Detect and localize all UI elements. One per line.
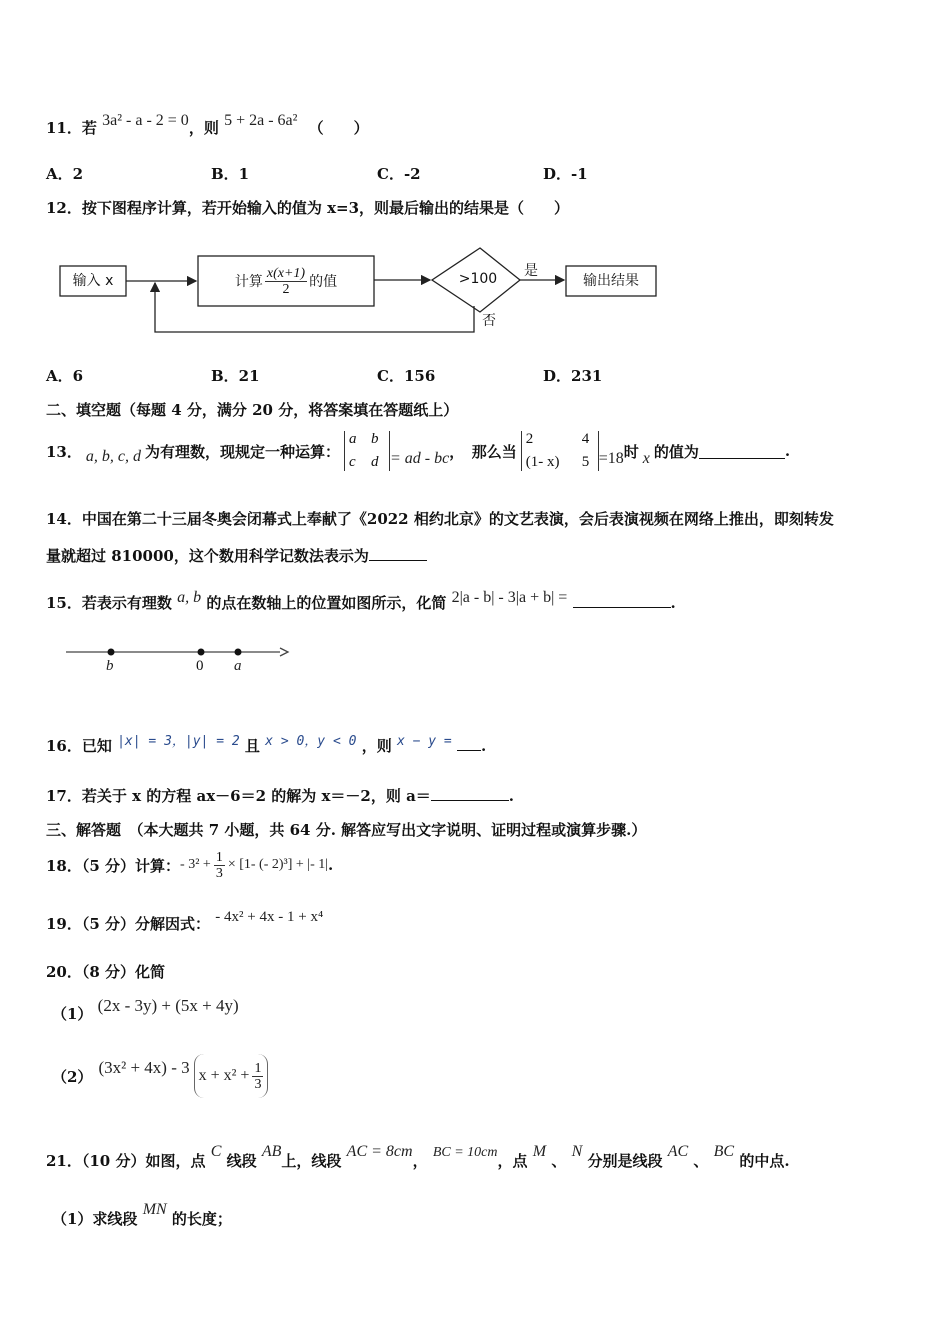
q12-text: 12．按下图程序计算，若开始输入的值为 x=3，则最后输出的结果是（ ） — [46, 199, 570, 217]
q16-lead: 16．已知 — [46, 737, 112, 755]
q17-text: 17．若关于 x 的方程 ax－6＝2 的解为 x＝－2，则 a＝ — [46, 787, 431, 805]
flow-output-label: 输出结果 — [583, 273, 639, 289]
q11-mid: ，则 — [188, 119, 219, 137]
q13-determinant-1 — [344, 431, 390, 471]
q21-segment-bc: BC — [713, 1143, 735, 1160]
q13-line — [46, 423, 790, 479]
q16-and: 且 — [244, 737, 260, 755]
q18-expression-post: × [1- (- 2)³] + |- 1| — [227, 857, 329, 872]
flow-calc-fraction — [265, 266, 307, 297]
q15-lead: 15．若表示有理数 — [46, 594, 172, 612]
label-a: a — [234, 658, 242, 674]
q18-fraction — [214, 850, 225, 881]
q20-frac-den: 3 — [254, 1076, 262, 1092]
q20-part-2-expression: (3x² + 4x) - 3 — [98, 1058, 190, 1077]
q12-option-c: C．156 — [377, 367, 436, 385]
section-3-header: 三、解答题 （本大题共 7 小题，共 64 分. 解答应写出文字说明、证明过程或演算步骤.） — [46, 821, 647, 839]
q20-part-1-label: （1） — [52, 1005, 93, 1023]
label-zero: 0 — [196, 658, 204, 674]
q13-number: 13． — [46, 442, 82, 461]
q21-text-8: 的中点. — [739, 1152, 790, 1170]
q21-ac-length: AC = 8cm — [346, 1143, 413, 1160]
q21-text-5: 、 — [551, 1152, 567, 1170]
q21-bc-length: BC = 10cm — [432, 1145, 498, 1160]
q21-text-4: ，点 — [497, 1152, 528, 1170]
q16-then: ，则 — [361, 737, 392, 755]
q18-frac-num: 1 — [215, 849, 223, 865]
q14-line-2 — [46, 545, 427, 566]
det1-b: b — [371, 431, 379, 447]
q13-text-2: ， 那么当 — [449, 442, 517, 461]
q21-point-c: C — [210, 1143, 222, 1160]
q15-number-line — [60, 640, 300, 680]
number-line-arrow — [280, 648, 288, 656]
q11-equation: 3a² - a - 2 = 0 — [102, 112, 189, 129]
q21-part-1 — [52, 1201, 232, 1229]
q17-answer-blank[interactable] — [431, 786, 509, 801]
q15-line — [46, 589, 676, 613]
point-b — [108, 649, 115, 656]
q11-option-c: C．-2 — [377, 165, 421, 183]
q19-line — [46, 909, 324, 934]
q19-expression: - 4x² + 4x - 1 + x⁴ — [215, 909, 324, 925]
q13-definition: = ad - bc — [390, 450, 450, 467]
q15-variables: a, b — [177, 589, 202, 606]
flow-input-label: 输入 x — [72, 273, 114, 289]
flow-calc-denominator: 2 — [282, 281, 290, 297]
q20-part-1-expression: (2x - 3y) + (5x + 4y) — [97, 996, 239, 1015]
q21-text-3: ， — [412, 1152, 428, 1170]
q20-part-1 — [52, 996, 239, 1024]
det2-c: (1- x) — [525, 454, 560, 470]
q13-variables: a, b, c, d — [85, 448, 141, 465]
q20-part-2-paren-group — [194, 1054, 269, 1098]
q20-label: 20．（8 分）化简 — [46, 963, 166, 981]
flow-yes-label: 是 — [524, 263, 538, 279]
q16-end: . — [480, 737, 487, 755]
point-a — [235, 649, 242, 656]
q21-line — [46, 1143, 790, 1171]
q21-part-1-end: 的长度； — [171, 1210, 232, 1228]
flow-no-label: 否 — [482, 313, 496, 329]
q17-line — [46, 785, 514, 806]
q18-end: . — [328, 856, 334, 874]
q20-frac-num: 1 — [254, 1060, 262, 1076]
det1-a: a — [349, 431, 357, 447]
flow-calc-suffix: 的值 — [309, 274, 338, 290]
det1-c: c — [349, 454, 356, 470]
q21-segment-mn: MN — [142, 1201, 167, 1218]
flow-calc-numerator: x(x+1) — [266, 265, 306, 281]
q16-conditions: x > 0，y < 0 — [265, 734, 357, 749]
q21-segment-ab: AB — [261, 1143, 282, 1160]
q19-label: 19．（5 分）分解因式： — [46, 915, 211, 933]
q13-x: x — [642, 450, 650, 467]
flow-calc-label — [198, 256, 374, 306]
q12-flowchart — [50, 238, 670, 338]
q16-abs-values: |x| = 3，|y| = 2 — [117, 734, 240, 749]
q15-text: 的点在数轴上的位置如图所示，化简 — [206, 594, 447, 612]
q13-equals-18: =18 — [598, 450, 624, 467]
q12-option-d: D．231 — [543, 367, 603, 385]
q21-segment-ac: AC — [667, 1143, 689, 1160]
q14-line-1: 14．中国在第二十三届冬奥会闭幕式上奉献了《2022 相约北京》的文艺表演，会后表演视频在网络上推出，即刻转发 — [46, 510, 834, 528]
q11-expression: 5 + 2a - 6a² — [224, 112, 298, 129]
section-2-header: 二、填空题（每题 4 分，满分 20 分，将答案填在答题纸上） — [46, 401, 459, 419]
q11-line — [46, 112, 369, 138]
q20-part-2-label: （2） — [52, 1067, 93, 1086]
q21-text-7: 、 — [693, 1152, 709, 1170]
q20-part-2-inner: x + x² + — [198, 1067, 250, 1084]
q21-point-m: M — [532, 1143, 547, 1160]
q13-answer-blank[interactable] — [699, 444, 785, 459]
flow-condition-label: >100 — [458, 271, 498, 287]
q11-option-d: D．-1 — [543, 165, 588, 183]
q15-end: . — [670, 594, 676, 612]
q16-line — [46, 735, 486, 756]
det2-d: 5 — [581, 454, 590, 470]
q18-expression-pre: - 3² + — [180, 857, 211, 872]
q11-option-a: A．2 — [46, 165, 84, 183]
q16-answer-blank[interactable] — [457, 736, 481, 751]
q14-line-2-text: 量就超过 810000，这个数用科学记数法表示为 — [46, 547, 369, 565]
q14-answer-blank[interactable] — [369, 546, 427, 561]
q21-text-1: 线段 — [226, 1152, 257, 1170]
q16-expression: x − y = — [396, 734, 452, 749]
q12-option-a: A．6 — [46, 367, 84, 385]
q13-text-4: 的值为 — [653, 442, 699, 461]
q18-line — [46, 848, 333, 882]
q21-text-2: 上，线段 — [281, 1152, 342, 1170]
q11-option-b: B．1 — [211, 165, 250, 183]
q17-end: . — [508, 787, 515, 805]
flow-calc-prefix: 计算 — [234, 274, 263, 290]
q21-part-1-label: （1）求线段 — [52, 1210, 138, 1228]
q20-part-2 — [52, 1054, 268, 1098]
q20-part-2-fraction — [252, 1061, 263, 1092]
q12-option-b: B．21 — [211, 367, 260, 385]
q18-label: 18．（5 分）计算： — [46, 856, 181, 875]
det2-b: 4 — [581, 431, 590, 447]
label-b: b — [106, 658, 114, 674]
q11-answer-paren: （ ） — [308, 119, 369, 137]
q13-text-3: 时 — [623, 442, 639, 461]
q15-expression: 2|a - b| - 3|a + b| = — [451, 589, 568, 606]
q21-lead: 21．（10 分）如图，点 — [46, 1152, 206, 1170]
q13-determinant-2 — [521, 431, 599, 471]
q18-frac-den: 3 — [215, 865, 223, 881]
det1-d: d — [371, 454, 379, 470]
number-line-svg — [60, 640, 300, 680]
det2-a: 2 — [525, 431, 534, 447]
point-zero — [198, 649, 205, 656]
q13-end: . — [784, 442, 791, 460]
q11-number: 11． — [46, 119, 82, 137]
q21-point-n: N — [571, 1143, 583, 1160]
q11-lead: 若 — [81, 119, 97, 137]
q15-answer-blank[interactable] — [573, 593, 671, 608]
q13-text-1: 为有理数，现规定一种运算： — [144, 442, 340, 461]
q21-text-6: 分别是线段 — [587, 1152, 663, 1170]
